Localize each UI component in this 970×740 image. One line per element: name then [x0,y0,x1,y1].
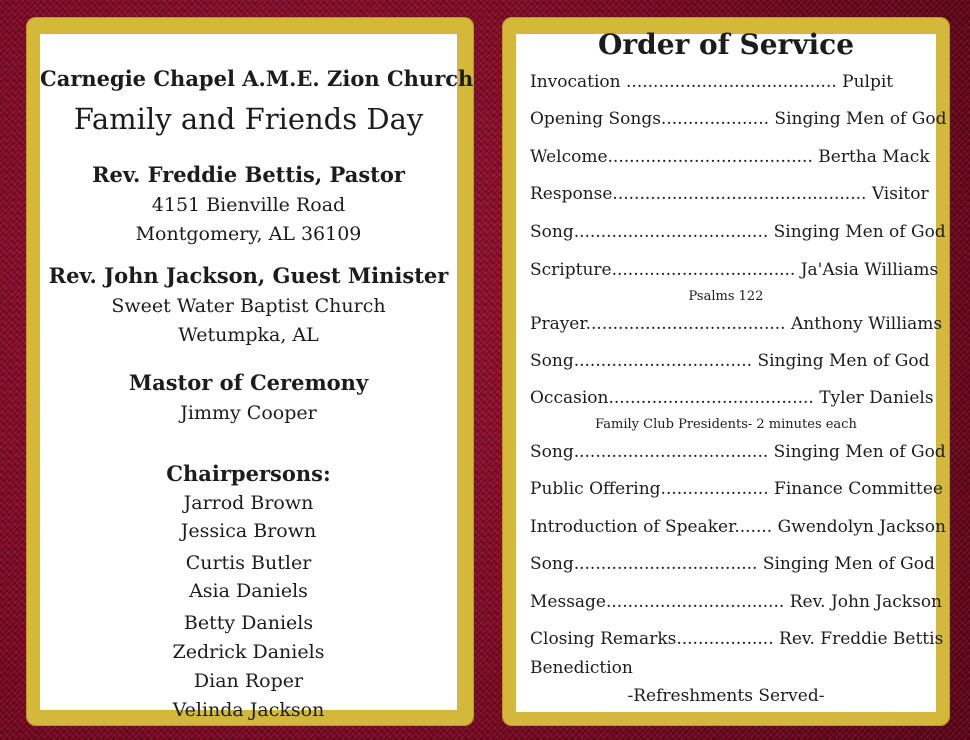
chairperson-name: Curtis Butler [185,552,312,574]
service-item: Welcome...................................... Bertha Mack [530,147,930,167]
service-item: Message................................. Rev. John Jackson [530,592,943,612]
chairperson-name: Betty Daniels [183,612,314,634]
service-item: Song................................. Singing Men of God [530,351,930,371]
service-item: Closing Remarks.................. Rev. Freddie Bettis [530,629,944,649]
service-item: Benediction [530,658,633,678]
chairperson-name: Jessica Brown [180,520,317,542]
program-cover-page [40,34,474,721]
guest-church-name: Sweet Water Baptist Church [111,295,386,317]
service-item: Public Offering.................... Finance Committee [530,479,943,499]
mc-title: Mastor of Ceremony [128,370,369,395]
chairperson-name: Velinda Jackson [172,699,325,721]
service-item: Song.................................... Singing Men of God [530,442,946,462]
order-of-service-title: Order of Service [597,28,855,61]
order-of-service-page [516,28,947,712]
service-item: Opening Songs.................... Singing Men of God [530,109,947,129]
chairpersons-title: Chairpersons: [166,461,331,486]
service-item: Occasion...................................... Tyler Daniels [530,388,934,408]
scripture-note: Psalms 122 [688,289,764,304]
pastor-address-street: 4151 Bienville Road [151,194,346,216]
guest-minister-name: Rev. John Jackson, Guest Minister [48,263,449,288]
chairperson-name: Dian Roper [193,670,304,692]
service-item: Invocation ....................................... Pulpit [530,72,894,92]
service-item: Prayer..................................... Anthony Williams [530,314,943,334]
chairperson-name: Zedrick Daniels [172,641,325,663]
pastor-address-city: Montgomery, AL 36109 [135,223,362,245]
pastor-name: Rev. Freddie Bettis, Pastor [92,162,405,187]
program-cover-panel [26,17,474,726]
occasion-note: Family Club Presidents- 2 minutes each [595,417,857,432]
order-of-service-panel [502,17,950,726]
service-item: Introduction of Speaker....... Gwendolyn Jackson [530,517,946,537]
chairperson-name: Asia Daniels [189,580,308,602]
church-name: Carnegie Chapel A.M.E. Zion Church [40,66,474,91]
chairperson-name: Jarrod Brown [183,492,314,514]
service-item: Response............................................... Visitor [530,184,929,204]
service-item: Song.................................. Singing Men of God [530,554,935,574]
refreshments-note: -Refreshments Served- [627,686,825,706]
mc-name: Jimmy Cooper [180,402,317,424]
service-item: Song.................................... Singing Men of God [530,222,946,242]
service-item: Scripture.................................. Ja'Asia Williams [530,260,939,280]
event-name: Family and Friends Day [73,102,424,136]
guest-church-city: Wetumpka, AL [178,324,319,346]
